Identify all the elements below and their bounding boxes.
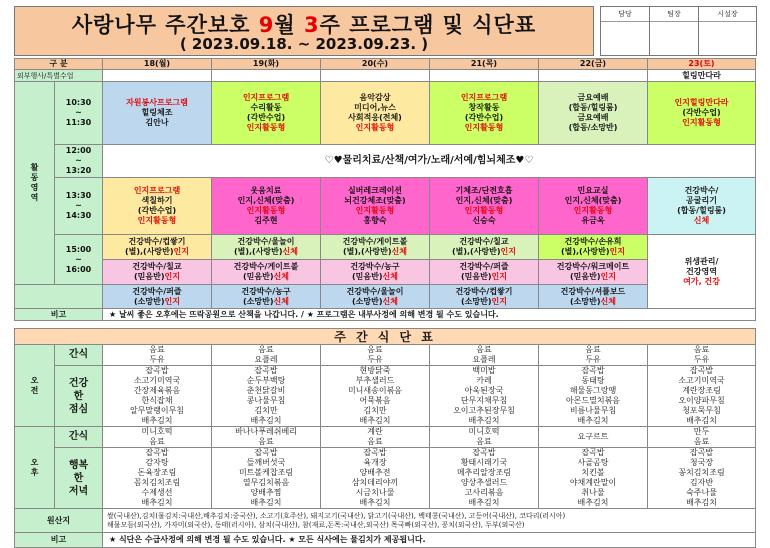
- pm4-tue: [212, 285, 321, 309]
- morning-line: 금요예배: [577, 113, 609, 122]
- dinner-mon: 잡곡밥 감자탕 돈육장조림 꼼치김치조림 수제생선 배추김치: [103, 448, 212, 509]
- morning-line: 인지활동형: [682, 118, 721, 127]
- pm3-thu: [430, 260, 539, 285]
- pm3-mon: [103, 260, 212, 285]
- time-slot-afternoon2: 15:00 ~ 16:00: [55, 235, 103, 285]
- afternoon4-activity: 건강박수/퍼즐: [132, 286, 182, 296]
- afternoon3-activity: 건강박수/게이트볼: [233, 262, 299, 271]
- morning-line: 금요예배: [577, 93, 609, 102]
- outside-event-row: [15, 70, 756, 82]
- afternoon2-row: [15, 235, 756, 260]
- afternoon2-group: (별),(사랑반): [560, 247, 610, 256]
- program-tue-am: [212, 82, 321, 145]
- origin-text: 쌀(국내산),김치(물김치:국내산,배추김치:중국산), 소고기(호주산), 돼지고기(국내산), 닭고기(국내산), 백태콩(국내산), 고등어(국내산), 코다리(러시아) 해물모듬(외국산), 가자미(외국산), 동태(러시아), 삼치(국내산), 참(재료,돈목:국내산,외국산) 목국빠(외국산), 꽁치(외국산), 두부(외국산): [103, 509, 756, 533]
- program-mon-am: [103, 82, 212, 145]
- dinner-row: [15, 448, 756, 509]
- pm4-mon: [103, 285, 212, 309]
- lunch-activity-row: [15, 145, 756, 178]
- afternoon4-type: 신체: [273, 296, 289, 306]
- pm-snack-wed: 계란 음료: [321, 427, 430, 448]
- pm2-wed: [321, 235, 430, 260]
- afternoon3-group: (믿음반): [134, 272, 165, 281]
- afternoon4-activity: 건강박수/울놀이: [346, 286, 404, 296]
- approval-box-staff: 담당: [600, 6, 650, 56]
- afternoon1-line: 인지활동형: [573, 206, 613, 215]
- afternoon2-type: 인지: [173, 247, 190, 256]
- lunch-activity: ♡♥물리치료/산책/여가/노래/서예/힘뇌체조♥♡: [103, 145, 756, 178]
- afternoon1-line: 인지,신체(맞춤): [455, 196, 513, 205]
- pm3-wed: [321, 260, 430, 285]
- afternoon4-type: 신체: [600, 296, 616, 306]
- afternoon1-line: 인지활동형: [464, 206, 504, 215]
- lunch-row: [15, 366, 756, 427]
- afternoon4-row: [15, 285, 756, 309]
- pm4-fri: [539, 285, 648, 309]
- afternoon1-line: 건강박수/: [684, 186, 719, 195]
- am-snack-fri: 음료 두유: [539, 345, 648, 366]
- lunch-wed: 현방닭죽 부추샐러드 미니새송이볶음 어묵볶음 김치만 배추김치: [321, 366, 430, 427]
- morning-line: 인지힐링만다라: [674, 98, 729, 107]
- afternoon1-line: 공굴리기: [686, 196, 717, 205]
- column-label: 구 분: [15, 59, 103, 70]
- afternoon1-line: (각반수업): [137, 206, 177, 215]
- afternoon2-type: 신체: [282, 247, 299, 256]
- day-sat: 23(토): [648, 59, 756, 70]
- pm-snack-sat: 만두 음료: [648, 427, 756, 448]
- afternoon2-type: 신체: [391, 247, 408, 256]
- outside-thu: [430, 70, 539, 82]
- pm4-wed: [321, 285, 430, 309]
- afternoon4-type: 인지: [164, 296, 180, 306]
- program-table: [14, 58, 756, 321]
- meal-table: [14, 328, 756, 548]
- time-slot-lunch: 12:00 ~ 13:20: [55, 145, 103, 178]
- dinner-label: 행복 한 저녁: [55, 448, 103, 509]
- pm-snack-row: [15, 427, 756, 448]
- afternoon2-type: 인지: [500, 247, 517, 256]
- afternoon2-activity: 건강박수/게이트볼: [342, 237, 408, 246]
- program-fri-pm1: [539, 178, 648, 235]
- afternoon4-group: (소망반): [570, 296, 601, 306]
- sheet-period: ( 2023.09.18. ~ 2023.09.23. ): [179, 35, 429, 53]
- morning-line: 힐링체조: [141, 108, 173, 117]
- pm2-thu: [430, 235, 539, 260]
- afternoon4-group: (소망반): [134, 296, 165, 306]
- afternoon1-line: 민요교실: [577, 186, 609, 195]
- morning-line: (합동/소망반): [568, 123, 618, 132]
- afternoon3-group: (믿음반): [570, 272, 601, 281]
- pm-snack-label: 간식: [55, 427, 103, 448]
- afternoon1-line: 인지,신체(맞춤): [564, 196, 622, 205]
- pm-snack-mon: 미니호떡 음료: [103, 427, 212, 448]
- morning-line: (각반수업): [682, 108, 721, 117]
- morning-line: 자원봉사프로그램: [126, 98, 188, 107]
- approval-box-director: 시설장: [698, 6, 757, 56]
- pm2-fri: [539, 235, 648, 260]
- day-mon: 18(월): [103, 59, 212, 70]
- morning-line: 인지활동형: [464, 123, 504, 132]
- program-thu-pm1: [430, 178, 539, 235]
- outside-event-label: 외부행사/특별수업: [15, 70, 103, 82]
- activity-area-label: 활 동 영 역: [15, 82, 55, 285]
- morning-line: 인지프로그램: [460, 93, 508, 102]
- program-sat-pm1: [648, 178, 756, 235]
- pm3-fri: [539, 260, 648, 285]
- afternoon1-line: 김주현: [254, 216, 278, 225]
- lunch-thu: 백미밥 카레 아욱된장국 단무지채무침 오이고추된장무침 배추김치: [430, 366, 539, 427]
- afternoon2-type: 인지: [609, 247, 626, 256]
- outside-sat: 힐링만다라: [648, 70, 756, 82]
- morning-line: (각반수업): [464, 113, 504, 122]
- pm4-thu: [430, 285, 539, 309]
- program-thu-am: [430, 82, 539, 145]
- dinner-fri: 잡곡밥 사골곰탕 치킨볼 야채계란말이 취나물 배추김치: [539, 448, 648, 509]
- lunch-tue: 잡곡밥 순두부백탕 춘천닭갈비 콩나물무침 김치만 배추김치: [212, 366, 321, 427]
- afternoon2-group: (별),(사랑반): [342, 247, 392, 256]
- morning-line: 수리활동: [250, 103, 282, 112]
- outside-tue: [212, 70, 321, 82]
- afternoon3-type: 신체: [273, 272, 289, 281]
- am-snack-wed: 음료 두유: [321, 345, 430, 366]
- time-slot-morning: 10:30 ~ 11:30: [55, 82, 103, 145]
- afternoon3-activity: 건강박수/칠교: [132, 262, 182, 271]
- lunch-sat: 잡곡밥 소고기미역국 계란장조림 오이양파무침 청포묵무침 배추김치: [648, 366, 756, 427]
- afternoon2-activity: 건강박수/손유희: [564, 237, 622, 246]
- note2-label: 비고: [15, 533, 103, 548]
- program-fri-am: [539, 82, 648, 145]
- afternoon3-type: 인지: [491, 272, 507, 281]
- afternoon4-group: (소망반): [461, 296, 492, 306]
- program-wed-pm1: [321, 178, 430, 235]
- note1-row: [15, 309, 756, 321]
- afternoon1-line: 홍향숙: [363, 216, 387, 225]
- program-sat-am: [648, 82, 756, 145]
- program-sat-pm2: 위생관리/ 건강영역 여가, 건강: [648, 235, 756, 309]
- outside-wed: [321, 70, 430, 82]
- note2-row: [15, 533, 756, 548]
- am-snack-label: 간식: [55, 345, 103, 366]
- afternoon3-type: 인지: [164, 272, 180, 281]
- day-fri: 22(금): [539, 59, 648, 70]
- morning-line: 인지프로그램: [242, 93, 290, 102]
- afternoon2-group: (별),(사랑반): [124, 247, 174, 256]
- am-snack-thu: 음료 요플레: [430, 345, 539, 366]
- day-wed: 20(수): [321, 59, 430, 70]
- meal-title-row: [15, 329, 756, 345]
- am-snack-sat: 음료 두유: [648, 345, 756, 366]
- dinner-wed: 잡곡밥 육개장 양배추전 삼치데리야끼 시금치나물 배추김치: [321, 448, 430, 509]
- lunch-mon: 잡곡밥 소고기미역국 간장제육볶음 한식잡채 알무말랭이무침 배추김치: [103, 366, 212, 427]
- day-thu: 21(목): [430, 59, 539, 70]
- morning-line: 김안나: [145, 118, 169, 127]
- afternoon1-line: 인지프로그램: [133, 186, 181, 195]
- dinner-sat: 잡곡밥 청국장 꽁치김치조림 김자반 숙주나물 배추김치: [648, 448, 756, 509]
- day-header-row: [15, 59, 756, 70]
- afternoon1-line: 유금옥: [581, 216, 605, 225]
- afternoon4-type: 신체: [382, 296, 398, 306]
- lunch-label: 건강 한 점심: [55, 366, 103, 427]
- morning-row: [15, 82, 756, 145]
- afternoon3-activity: 건강박수/농구: [350, 262, 400, 271]
- afternoon3-type: 인지: [600, 272, 616, 281]
- am-snack-mon: 음료 두유: [103, 345, 212, 366]
- day-tue: 19(화): [212, 59, 321, 70]
- morning-line: 인지활동형: [355, 123, 395, 132]
- afternoon2-activity: 건강박수/울놀이: [237, 237, 295, 246]
- afternoon1-line: 인지활동형: [246, 206, 286, 215]
- origin-label: 원산지: [15, 509, 103, 533]
- morning-line: (합동/힐링룸): [568, 103, 618, 112]
- afternoon4-activity: 건강박수/농구: [241, 286, 291, 296]
- pm-snack-thu: 미니호떡 음료: [430, 427, 539, 448]
- program-mon-pm1: [103, 178, 212, 235]
- afternoon3-group: (믿음반): [243, 272, 274, 281]
- pm3-tue: [212, 260, 321, 285]
- meal-title: 주 간 식 단 표: [15, 329, 756, 345]
- afternoon1-line: 기체조/단전호흡: [455, 186, 513, 195]
- morning-line: 사회적응(전체): [348, 113, 402, 122]
- afternoon1-line: 실버레크레이션: [347, 186, 403, 195]
- afternoon1-line: (합동/힐링룸): [677, 206, 726, 215]
- pm2-mon: [103, 235, 212, 260]
- afternoon1-line: 색칠하기: [141, 196, 173, 205]
- am-snack-row: [15, 345, 756, 366]
- note2-text: ★ 식단은 수급사정에 의해 변경 될 수도 있습니다. ★ 모든 식사에는 물김치가 제공됩니다.: [103, 533, 756, 548]
- approval-box-manager: 팀장: [649, 6, 699, 56]
- pm2-tue: [212, 235, 321, 260]
- afternoon2-group: (별),(사랑반): [451, 247, 501, 256]
- afternoon3-activity: 건강박수/워크메이트: [556, 262, 630, 271]
- program-tue-pm1: [212, 178, 321, 235]
- afternoon2-group: (별),(사랑반): [233, 247, 283, 256]
- afternoon1-line: 뇌건강체조(맞춤): [344, 196, 406, 205]
- program-wed-am: [321, 82, 430, 145]
- sheet-header: [14, 6, 594, 56]
- afternoon3-type: 신체: [382, 272, 398, 281]
- morning-line: 창작활동: [468, 103, 500, 112]
- morning-line: 인지활동형: [246, 123, 286, 132]
- afternoon4-group: (소망반): [243, 296, 274, 306]
- outside-mon: [103, 70, 212, 82]
- dinner-tue: 잡곡밥 들깨버섯국 미트볼케찹조림 열무김치볶음 양배추찜 배추김치: [212, 448, 321, 509]
- afternoon1-row: [15, 178, 756, 235]
- afternoon1-line: 신승숙: [472, 216, 496, 225]
- morning-line: 음악감상: [359, 93, 391, 102]
- am-snack-tue: 음료 요플레: [212, 345, 321, 366]
- afternoon1-line: 웃음치료: [250, 186, 282, 195]
- morning-label: 오 전: [15, 345, 55, 427]
- afternoon3-group: (믿음반): [461, 272, 492, 281]
- afternoon4-activity: 건강박수/셔플보드: [560, 286, 626, 296]
- note1-label: 비고: [15, 309, 103, 321]
- afternoon4-activity: 건강박수/컵쌓기: [455, 286, 513, 296]
- lunch-fri: 잡곡밥 동태탕 해물동그랑땡 아몬드멸치볶음 비름나물무침 배추김치: [539, 366, 648, 427]
- morning-line: (각반수업): [246, 113, 286, 122]
- afternoon-label: 오 후: [15, 427, 55, 509]
- afternoon3-group: (믿음반): [352, 272, 383, 281]
- afternoon4-group: (소망반): [352, 296, 383, 306]
- outside-fri: [539, 70, 648, 82]
- origin-row: [15, 509, 756, 533]
- afternoon3-activity: 건강박수/퍼즐: [459, 262, 509, 271]
- time-slot-afternoon1: 13:30 ~ 14:30: [55, 178, 103, 235]
- afternoon1-line: 신체: [693, 216, 710, 225]
- sheet-title: 사랑나무 주간보호 9월 3주 프로그램 및 식단표: [71, 13, 537, 37]
- afternoon1-line: 인지활동형: [137, 216, 177, 225]
- pm-snack-fri: 요구르트: [539, 427, 648, 448]
- morning-line: 미디어,뉴스: [354, 103, 396, 112]
- afternoon1-line: 인지,신체(맞춤): [237, 196, 295, 205]
- pm-snack-tue: 바나나푸레쉬베리 음료: [212, 427, 321, 448]
- afternoon3-row: [15, 260, 756, 285]
- dinner-thu: 잡곡밥 황태시래기국 메추리알장조림 양상추샐러드 고사리볶음 배추김치: [430, 448, 539, 509]
- afternoon4-type: 인지: [491, 296, 507, 306]
- note1-text: ★ 날씨 좋은 오후에는 뜨락공원으로 산책을 나갑니다. / ★ 프로그램은 내부사정에 의해 변경 될 수도 있습니다.: [103, 309, 756, 321]
- afternoon2-activity: 건강박수/칠교: [459, 237, 509, 246]
- afternoon2-activity: 건강박수/컵쌓기: [128, 237, 186, 246]
- afternoon1-line: 인지활동형: [355, 206, 395, 215]
